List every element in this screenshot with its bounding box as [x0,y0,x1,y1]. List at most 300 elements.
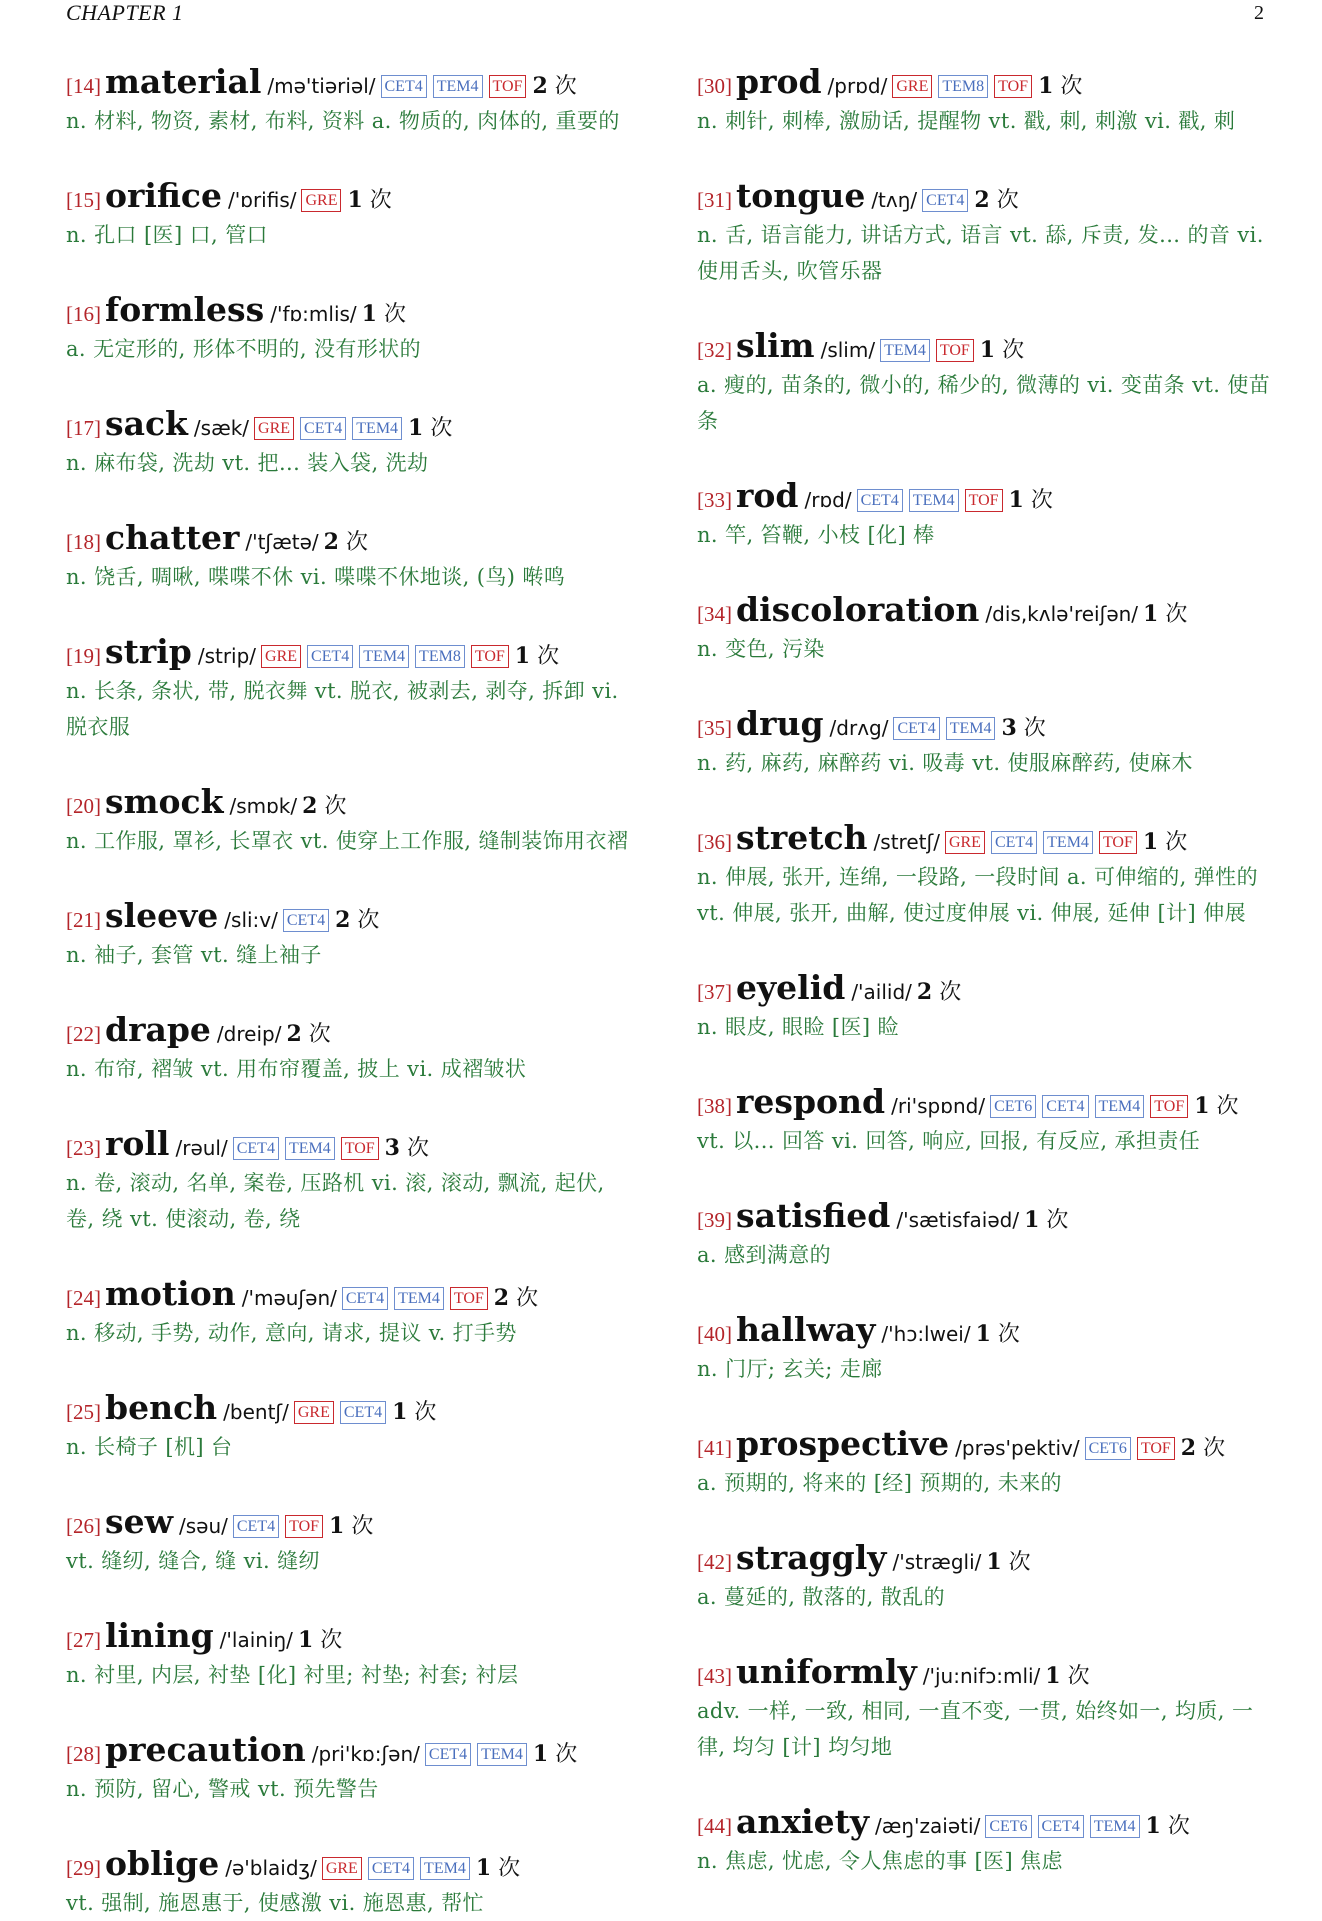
frequency-number: 1 [392,1399,408,1425]
exam-tags [301,191,347,214]
exam-tag-badge: TEM4 [352,417,402,440]
frequency-unit: 次 [351,1514,374,1539]
exam-tags [254,419,408,442]
frequency-number: 1 [975,1321,991,1347]
entry-index: [21] [66,908,101,932]
headword: roll [105,1124,170,1163]
exam-tag-badge: GRE [254,417,294,440]
exam-tag-badge: CET4 [1042,1095,1088,1118]
entry-headline [697,1078,1277,1126]
exam-tag-badge: TEM4 [420,1857,470,1880]
entry-index: [39] [697,1208,732,1232]
frequency-unit: 次 [1067,1664,1090,1689]
headword: anxiety [736,1802,869,1841]
vocab-entry [697,1420,1277,1501]
headword: straggly [736,1538,887,1577]
frequency-unit: 次 [1046,1208,1069,1233]
frequency-count [335,896,379,945]
phonetic: /sli:v/ [224,908,278,932]
frequency-unit: 次 [537,644,560,669]
exam-tag-badge: TOF [936,339,974,362]
exam-tag-badge: CET4 [300,417,346,440]
frequency-unit: 次 [1030,488,1053,513]
frequency-count [329,1502,373,1551]
definition: a. 瘦的, 苗条的, 微小的, 稀少的, 微薄的 vi. 变苗条 vt. 使苗条 [697,373,1271,433]
definition: a. 无定形的, 形体不明的, 没有形状的 [66,337,421,361]
exam-tag-badge: CET6 [985,1815,1031,1838]
exam-tag-badge: TOF [965,489,1003,512]
exam-tag-badge: CET4 [425,1743,471,1766]
exam-tag-badge: TOF [489,75,527,98]
exam-tag-badge: CET4 [922,189,968,212]
exam-tags [322,1859,476,1882]
exam-tags [233,1517,329,1540]
frequency-unit: 次 [1203,1436,1226,1461]
headword: orifice [105,176,223,215]
headword: drape [105,1010,211,1049]
headword: precaution [105,1730,306,1769]
entry-index: [14] [66,74,101,98]
exam-tags [294,1403,392,1426]
frequency-number: 1 [1038,73,1054,99]
entry-headline [697,1420,1277,1468]
entry-index: [33] [697,488,732,512]
frequency-unit: 次 [1216,1094,1239,1119]
entry-headline [66,1840,636,1888]
phonetic: /slim/ [820,338,876,362]
entry-index: [24] [66,1286,101,1310]
entry-headline [697,472,1277,520]
exam-tags [381,77,533,100]
exam-tag-badge: CET4 [233,1515,279,1538]
entry-headline [697,586,1277,634]
headword: slim [736,326,815,365]
exam-tag-badge: GRE [301,189,341,212]
frequency-unit: 次 [308,1022,331,1047]
headword: drug [736,704,824,743]
frequency-unit: 次 [516,1286,539,1311]
frequency-unit: 次 [324,794,347,819]
phonetic: /pri'kɒ:ʃən/ [311,1742,420,1766]
frequency-number: 1 [297,1627,314,1653]
definition: n. 焦虑, 忧虑, 令人焦虑的事 [医] 焦虑 [697,1849,1063,1873]
definition: n. 门厅; 玄关; 走廊 [697,1357,883,1381]
entry-headline [697,1534,1277,1582]
phonetic: /mə'tiəriəl/ [267,74,376,98]
exam-tags [857,491,1009,514]
entry-headline [697,700,1277,748]
frequency-number: 2 [532,73,548,99]
exam-tag-badge: CET4 [1038,1815,1084,1838]
exam-tag-badge: CET6 [1085,1437,1131,1460]
frequency-number: 1 [1145,1813,1161,1839]
phonetic: /æŋ'zaiəti/ [875,1814,981,1838]
frequency-number: 2 [286,1021,302,1047]
definition: n. 预防, 留心, 警戒 vt. 预先警告 [66,1777,379,1801]
exam-tag-badge: CET4 [893,717,939,740]
headword: lining [105,1616,214,1655]
entry-headline [66,1498,636,1546]
entry-headline [66,1006,636,1054]
frequency-number: 1 [986,1549,1002,1575]
entry-index: [17] [66,416,101,440]
entry-headline [66,58,636,106]
frequency-count [1009,476,1053,525]
exam-tag-badge: TEM4 [285,1137,335,1160]
frequency-number: 1 [514,643,531,669]
entry-headline [697,1192,1277,1240]
entry-index: [27] [66,1628,101,1652]
exam-tag-badge: GRE [322,1857,362,1880]
frequency-number: 2 [974,187,990,213]
frequency-number: 1 [1142,829,1159,855]
definition: vt. 强制, 施恩惠于, 使感激 vi. 施恩惠, 帮忙 [66,1891,484,1915]
frequency-unit: 次 [554,74,577,99]
frequency-number: 2 [302,793,318,819]
vocab-entry [66,1726,636,1807]
entry-headline [697,1798,1277,1846]
vocab-entry [66,892,636,973]
vocab-entry [697,322,1277,439]
exam-tag-badge: GRE [294,1401,334,1424]
definition: a. 感到满意的 [697,1243,832,1267]
definition: n. 麻布袋, 洗劫 vt. 把... 装入袋, 洗劫 [66,451,429,475]
definition: n. 移动, 手势, 动作, 意向, 请求, 提议 v. 打手势 [66,1321,517,1345]
vocab-entry [697,814,1277,931]
phonetic: /dis,kʌlə'reiʃən/ [985,602,1139,626]
frequency-number: 2 [323,529,339,555]
headword: sew [105,1502,173,1541]
entry-headline [66,286,636,334]
phonetic: /bentʃ/ [223,1400,289,1424]
entry-headline [697,814,1277,862]
exam-tags [922,191,974,214]
exam-tags [342,1289,494,1312]
entry-headline [66,1270,636,1318]
definition: n. 孔口 [医] 口, 管口 [66,223,268,247]
phonetic: /stretʃ/ [873,830,940,854]
entry-index: [42] [697,1550,732,1574]
exam-tag-badge: TEM4 [1095,1095,1145,1118]
vocab-entry [66,1006,636,1087]
headword: sleeve [105,896,219,935]
phonetic: /'hɔ:lwei/ [881,1322,971,1346]
exam-tag-badge: TOF [471,645,509,668]
definition: n. 材料, 物资, 素材, 布料, 资料 a. 物质的, 肉体的, 重要的 [66,109,620,133]
definition: n. 布帘, 褶皱 vt. 用布帘覆盖, 披上 vi. 成褶皱状 [66,1057,527,1081]
definition: n. 刺针, 刺棒, 激励话, 提醒物 vt. 戳, 刺, 刺激 vi. 戳, 刺 [697,109,1236,133]
frequency-number: 1 [1024,1207,1040,1233]
phonetic: /'tʃætə/ [245,530,319,554]
frequency-unit: 次 [406,1136,429,1161]
frequency-unit: 次 [939,980,962,1005]
headword: uniformly [736,1652,917,1691]
frequency-number: 3 [1001,715,1017,741]
frequency-unit: 次 [1008,1550,1031,1575]
frequency-number: 2 [335,907,351,933]
vocab-entry [66,1384,636,1465]
frequency-count [1181,1424,1225,1473]
vocab-entry [66,514,636,595]
entry-index: [38] [697,1094,732,1118]
entry-headline [697,322,1277,370]
definition: n. 袖子, 套管 vt. 缝上袖子 [66,943,322,967]
vocab-entry [697,1534,1277,1615]
frequency-number: 2 [916,979,933,1005]
entry-headline [66,1120,636,1168]
exam-tag-badge: TEM4 [433,75,483,98]
exam-tag-badge: CET4 [283,909,329,932]
vocab-entry [697,172,1277,289]
definition: n. 药, 麻药, 麻醉药 vi. 吸毒 vt. 使服麻醉药, 使麻木 [697,751,1193,775]
exam-tags [261,647,515,670]
entry-index: [23] [66,1136,101,1160]
frequency-number: 1 [1045,1663,1061,1689]
vocab-entry [697,700,1277,781]
exam-tags [425,1745,533,1768]
headword: sack [105,404,188,443]
frequency-count [392,1388,436,1437]
entry-headline [66,628,636,676]
vocab-entry [66,1840,636,1921]
frequency-number: 1 [1008,487,1024,513]
phonetic: /'lainiŋ/ [219,1628,293,1652]
entry-headline [66,514,636,562]
entry-headline [66,1612,636,1660]
headword: material [105,62,262,101]
definition: n. 变色, 污染 [697,637,825,661]
exam-tag-badge: GRE [945,831,985,854]
frequency-number: 1 [1194,1093,1210,1119]
exam-tag-badge: TOF [1150,1095,1188,1118]
exam-tag-badge: TEM8 [415,645,465,668]
frequency-unit: 次 [555,1742,578,1767]
exam-tag-badge: CET4 [340,1401,386,1424]
entry-index: [44] [697,1814,732,1838]
frequency-number: 2 [1180,1435,1197,1461]
frequency-count [1143,590,1187,639]
exam-tags [945,833,1143,856]
vocab-entry [66,172,636,253]
phonetic: /drʌg/ [829,716,889,740]
frequency-count [976,1310,1020,1359]
entry-index: [34] [697,602,732,626]
phonetic: /rɒd/ [804,488,852,512]
frequency-unit: 次 [1023,716,1046,741]
vocab-entry [66,778,636,859]
vocab-entry [697,964,1277,1045]
headword: chatter [105,518,240,557]
exam-tags [893,719,1001,742]
exam-tag-badge: TEM4 [394,1287,444,1310]
definition: n. 饶舌, 啁啾, 喋喋不休 vi. 喋喋不休地谈, (鸟) 啭鸣 [66,565,566,589]
definition: n. 伸展, 张开, 连绵, 一段路, 一段时间 a. 可伸缩的, 弹性的 vt. 伸展, 张开, 曲解, 使过度伸展 vi. 伸展, 延伸 [计] 伸展 [697,865,1258,925]
definition: n. 长椅子 [机] 台 [66,1435,233,1459]
exam-tag-badge: TOF [285,1515,323,1538]
headword: rod [736,476,799,515]
right-column [697,58,1277,1879]
definition: adv. 一样, 一致, 相同, 一直不变, 一贯, 始终如一, 均质, 一律, 均匀 [计] 均匀地 [697,1699,1254,1759]
headword: respond [736,1082,886,1121]
headword: oblige [105,1844,220,1883]
vocab-entry [66,1120,636,1237]
frequency-unit: 次 [414,1400,437,1425]
page-number: 2 [1254,2,1264,24]
frequency-number: 3 [384,1135,400,1161]
entry-index: [30] [697,74,732,98]
phonetic: /ri'spɒnd/ [891,1094,986,1118]
entry-index: [16] [66,302,101,326]
phonetic: /'sætisfaiəd/ [896,1208,1020,1232]
definition: n. 长条, 条状, 带, 脱衣舞 vt. 脱衣, 被剥去, 剥夺, 拆卸 vi. 脱衣服 [66,679,619,739]
phonetic: /'məuʃən/ [241,1286,337,1310]
vocab-entry [697,1192,1277,1273]
frequency-number: 1 [532,1741,549,1767]
entry-index: [35] [697,716,732,740]
entry-headline [697,1306,1277,1354]
frequency-unit: 次 [1167,1814,1190,1839]
entry-index: [15] [66,188,101,212]
frequency-unit: 次 [430,416,453,441]
entry-headline [66,172,636,220]
exam-tag-badge: TOF [994,75,1032,98]
phonetic: /ə'blaidʒ/ [225,1856,317,1880]
exam-tag-badge: TOF [1137,1437,1175,1460]
headword: bench [105,1388,218,1427]
entry-index: [28] [66,1742,101,1766]
definition: a. 蔓延的, 散落的, 散乱的 [697,1585,945,1609]
exam-tags [283,911,335,934]
vocab-entry [697,58,1277,139]
vocab-entry [66,1612,636,1693]
frequency-unit: 次 [345,530,368,555]
phonetic: /sæk/ [193,416,250,440]
exam-tag-badge: GRE [892,75,932,98]
frequency-unit: 次 [1060,74,1083,99]
frequency-unit: 次 [320,1628,343,1653]
exam-tags [892,77,1038,100]
phonetic: /rəul/ [175,1136,228,1160]
headword: strip [105,632,192,671]
frequency-unit: 次 [1165,830,1188,855]
frequency-count [347,176,391,225]
exam-tag-badge: CET4 [307,645,353,668]
definition: n. 竿, 笞鞭, 小枝 [化] 棒 [697,523,935,547]
frequency-number: 1 [329,1513,345,1539]
entry-headline [66,892,636,940]
phonetic: /smɒk/ [229,794,298,818]
exam-tag-badge: TOF [1099,831,1137,854]
headword: tongue [736,176,866,215]
entry-index: [36] [697,830,732,854]
frequency-count [1146,1802,1190,1851]
entry-index: [19] [66,644,101,668]
headword: hallway [736,1310,876,1349]
phonetic: /'ɒrifis/ [228,188,297,212]
exam-tag-badge: TEM4 [477,1743,527,1766]
exam-tag-badge: TEM4 [880,339,930,362]
frequency-number: 2 [493,1285,510,1311]
entry-headline [66,778,636,826]
entry-headline [697,1648,1277,1696]
vocab-entry [697,1306,1277,1387]
page-header [66,0,1264,30]
entry-index: [25] [66,1400,101,1424]
frequency-count [1194,1082,1238,1131]
entry-headline [66,1384,636,1432]
chapter-title: CHAPTER 1 [66,0,184,25]
entry-index: [20] [66,794,101,818]
phonetic: /'ju:nifɔ:mli/ [922,1664,1041,1688]
exam-tags [985,1817,1145,1840]
vocab-entry [697,1798,1277,1879]
vocab-entry [66,286,636,367]
vocab-entry [66,1498,636,1579]
definition: n. 舌, 语言能力, 讲话方式, 语言 vt. 舔, 斥责, 发... 的音 vi. 使用舌头, 吹管乐器 [697,223,1264,283]
definition: n. 工作服, 罩衫, 长罩衣 vt. 使穿上工作服, 缝制装饰用衣褶 [66,829,629,853]
phonetic: /'strægli/ [892,1550,982,1574]
exam-tag-badge: TEM8 [938,75,988,98]
frequency-unit: 次 [383,302,406,327]
entry-index: [43] [697,1664,732,1688]
vocab-entry [697,1078,1277,1159]
frequency-count [533,1730,577,1779]
vocab-entry [697,586,1277,667]
headword: prospective [736,1424,950,1463]
entry-index: [31] [697,188,732,212]
entry-headline [66,400,636,448]
frequency-number: 1 [361,301,377,327]
phonetic: /dreip/ [216,1022,282,1046]
exam-tag-badge: TEM4 [1090,1815,1140,1838]
frequency-number: 1 [347,187,363,213]
exam-tags [1085,1439,1181,1462]
frequency-count [1024,1196,1068,1245]
vocab-entry [697,1648,1277,1765]
entry-index: [32] [697,338,732,362]
exam-tag-badge: GRE [261,645,301,668]
phonetic: /'ailid/ [851,980,912,1004]
entry-index: [40] [697,1322,732,1346]
frequency-unit: 次 [498,1856,521,1881]
entry-index: [22] [66,1022,101,1046]
exam-tag-badge: CET4 [857,489,903,512]
left-column [66,58,636,1921]
entry-index: [18] [66,530,101,554]
frequency-number: 1 [979,337,996,363]
exam-tag-badge: CET4 [233,1137,279,1160]
phonetic: /səu/ [178,1514,228,1538]
frequency-unit: 次 [357,908,380,933]
definition: a. 预期的, 将来的 [经] 预期的, 未来的 [697,1471,1062,1495]
headword: motion [105,1274,236,1313]
definition: n. 衬里, 内层, 衬垫 [化] 衬里; 衬垫; 衬套; 衬层 [66,1663,519,1687]
exam-tag-badge: CET4 [342,1287,388,1310]
phonetic: /'fɒ:mlis/ [270,302,357,326]
phonetic: /prɒd/ [827,74,888,98]
entry-headline [697,964,1277,1012]
phonetic: /prəs'pektiv/ [955,1436,1080,1460]
headword: smock [105,782,224,821]
definition: vt. 缝纫, 缝合, 缝 vi. 缝纫 [66,1549,320,1573]
entry-index: [37] [697,980,732,1004]
entry-index: [41] [697,1436,732,1460]
frequency-unit: 次 [1002,338,1025,363]
exam-tag-badge: TOF [450,1287,488,1310]
frequency-unit: 次 [1165,602,1188,627]
frequency-count [986,1538,1030,1587]
exam-tag-badge: TEM4 [946,717,996,740]
